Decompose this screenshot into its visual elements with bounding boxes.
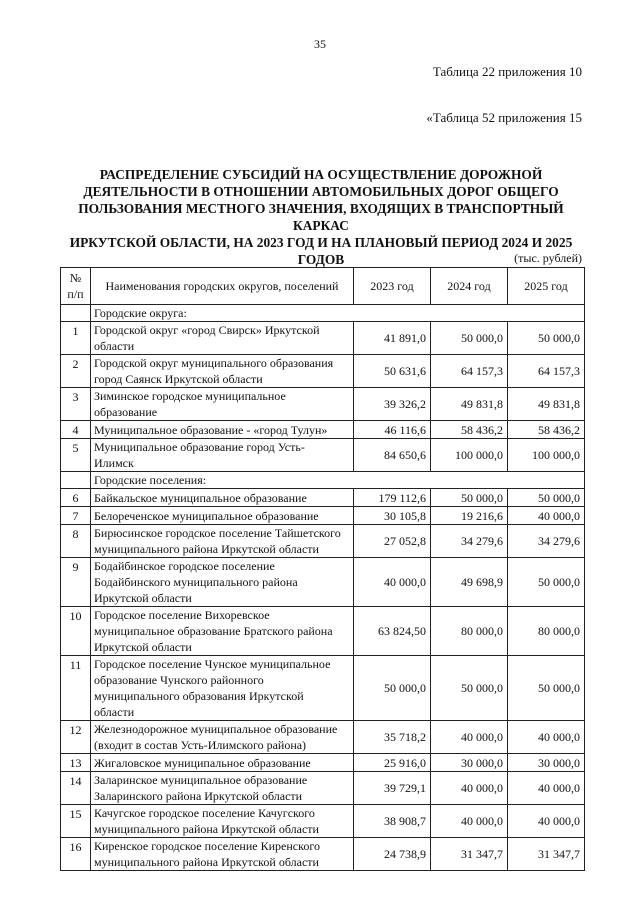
header-name: Наименования городских округов, поселений bbox=[91, 268, 354, 305]
row-number: 11 bbox=[61, 656, 91, 721]
header-2024: 2024 год bbox=[431, 268, 508, 305]
value-2025: 50 000,0 bbox=[508, 322, 585, 355]
table-row bbox=[61, 439, 585, 472]
value-2023: 50 631,6 bbox=[354, 355, 431, 388]
value-2024: 34 279,6 bbox=[431, 525, 508, 558]
value-2023: 63 824,50 bbox=[354, 607, 431, 656]
row-name-line: Иркутской области bbox=[94, 640, 192, 654]
table-row bbox=[61, 507, 585, 525]
table-row bbox=[61, 721, 585, 754]
value-2024: 49 698,9 bbox=[431, 558, 508, 607]
table-row bbox=[61, 355, 585, 388]
value-2024: 58 436,2 bbox=[431, 421, 508, 439]
row-name-line: муниципального района Иркутской области bbox=[94, 855, 319, 869]
table-group-row bbox=[61, 472, 585, 489]
table-body bbox=[61, 305, 585, 871]
value-2025: 50 000,0 bbox=[508, 558, 585, 607]
row-number: 6 bbox=[61, 489, 91, 507]
row-name-line: муниципальное образование Братского района bbox=[94, 624, 333, 638]
row-name-line: город Саянск Иркутской области bbox=[94, 372, 263, 386]
row-name bbox=[91, 607, 354, 656]
value-2023: 84 650,6 bbox=[354, 439, 431, 472]
row-number: 14 bbox=[61, 772, 91, 805]
title-line: ИРКУТСКОЙ ОБЛАСТИ, НА 2023 ГОД И НА ПЛАНОВЫЙ ПЕРИОД 2024 И 2025 ГОДОВ bbox=[69, 235, 573, 267]
value-2024: 50 000,0 bbox=[431, 322, 508, 355]
row-name bbox=[91, 838, 354, 871]
table-row bbox=[61, 656, 585, 721]
row-number: 8 bbox=[61, 525, 91, 558]
row-name-line: Илимск bbox=[94, 456, 134, 470]
value-2025: 30 000,0 bbox=[508, 754, 585, 772]
table-reference-52: «Таблица 52 приложения 15 bbox=[426, 110, 582, 125]
row-number: 15 bbox=[61, 805, 91, 838]
row-number: 1 bbox=[61, 322, 91, 355]
table-row bbox=[61, 525, 585, 558]
table-row bbox=[61, 421, 585, 439]
value-2023: 24 738,9 bbox=[354, 838, 431, 871]
row-name-line: Жигаловское муниципальное образование bbox=[94, 755, 311, 770]
value-2024: 40 000,0 bbox=[431, 772, 508, 805]
value-2024: 19 216,6 bbox=[431, 507, 508, 525]
value-2025: 40 000,0 bbox=[508, 721, 585, 754]
value-2024: 40 000,0 bbox=[431, 805, 508, 838]
row-name-line: Заларинского района Иркутской области bbox=[94, 789, 303, 803]
value-2023: 25 916,0 bbox=[354, 754, 431, 772]
row-name-line: муниципального района Иркутской области bbox=[94, 542, 319, 556]
group-num-cell bbox=[61, 305, 91, 322]
value-2023: 30 105,8 bbox=[354, 507, 431, 525]
row-name bbox=[91, 489, 354, 507]
row-name bbox=[91, 439, 354, 472]
table-row bbox=[61, 322, 585, 355]
value-2025: 64 157,3 bbox=[508, 355, 585, 388]
row-name-line: Городской округ муниципального образования bbox=[94, 356, 334, 370]
row-name-line: Городское поселение Чунское муниципальное bbox=[94, 657, 331, 671]
row-name-line: Бодайбинского муниципального района bbox=[94, 575, 298, 589]
row-name bbox=[91, 507, 354, 525]
row-name-line: Бирюсинское городское поселение Тайшетского bbox=[94, 526, 341, 540]
row-number: 9 bbox=[61, 558, 91, 607]
row-name-line: муниципального образования Иркутской bbox=[94, 689, 304, 703]
table-row bbox=[61, 805, 585, 838]
value-2024: 31 347,7 bbox=[431, 838, 508, 871]
value-2025: 58 436,2 bbox=[508, 421, 585, 439]
header-num-line: № bbox=[69, 271, 82, 285]
row-name-line: Муниципальное образование - «город Тулун» bbox=[94, 422, 328, 437]
row-number: 3 bbox=[61, 388, 91, 421]
value-2025: 80 000,0 bbox=[508, 607, 585, 656]
subsidy-table bbox=[60, 267, 585, 871]
value-2023: 38 908,7 bbox=[354, 805, 431, 838]
row-name-line: (входит в состав Усть-Илимского района) bbox=[94, 738, 307, 752]
row-name bbox=[91, 525, 354, 558]
value-2024: 80 000,0 bbox=[431, 607, 508, 656]
row-name-line: Качугское городское поселение Качугского bbox=[94, 806, 315, 820]
value-2025: 40 000,0 bbox=[508, 507, 585, 525]
value-2025: 40 000,0 bbox=[508, 805, 585, 838]
table-row bbox=[61, 489, 585, 507]
value-2024: 49 831,8 bbox=[431, 388, 508, 421]
row-name-line: Городской округ «город Свирск» Иркутской bbox=[94, 323, 320, 337]
row-number: 16 bbox=[61, 838, 91, 871]
document-title bbox=[60, 166, 582, 268]
header-num bbox=[61, 268, 91, 305]
value-2024: 100 000,0 bbox=[431, 439, 508, 472]
row-number: 5 bbox=[61, 439, 91, 472]
value-2023: 41 891,0 bbox=[354, 322, 431, 355]
value-2023: 35 718,2 bbox=[354, 721, 431, 754]
row-name-line: Зиминское городское муниципальное bbox=[94, 389, 286, 403]
group-label: Городские округа: bbox=[91, 305, 585, 322]
row-name-line: Муниципальное образование город Усть- bbox=[94, 440, 305, 454]
title-line: ДЕЯТЕЛЬНОСТИ В ОТНОШЕНИИ АВТОМОБИЛЬНЫХ ДОРОГ ОБЩЕГО bbox=[83, 184, 559, 199]
row-name-line: образование Чунского районного bbox=[94, 673, 264, 687]
row-name-line: Заларинское муниципальное образование bbox=[94, 773, 308, 787]
header-num-line: п/п bbox=[67, 287, 84, 301]
row-number: 10 bbox=[61, 607, 91, 656]
row-name-line: Киренское городское поселение Киренского bbox=[94, 839, 320, 853]
row-name-line: Городское поселение Вихоревское bbox=[94, 608, 270, 622]
table-row bbox=[61, 388, 585, 421]
row-name-line: области bbox=[94, 705, 135, 719]
row-name-line: области bbox=[94, 339, 135, 353]
row-name bbox=[91, 656, 354, 721]
row-number: 4 bbox=[61, 421, 91, 439]
value-2023: 40 000,0 bbox=[354, 558, 431, 607]
value-2024: 30 000,0 bbox=[431, 754, 508, 772]
table-row bbox=[61, 772, 585, 805]
value-2025: 31 347,7 bbox=[508, 838, 585, 871]
value-2023: 50 000,0 bbox=[354, 656, 431, 721]
value-2023: 27 052,8 bbox=[354, 525, 431, 558]
page-number: 35 bbox=[314, 37, 326, 51]
value-2025: 50 000,0 bbox=[508, 489, 585, 507]
table-row bbox=[61, 838, 585, 871]
table-row bbox=[61, 607, 585, 656]
value-2025: 34 279,6 bbox=[508, 525, 585, 558]
value-2025: 49 831,8 bbox=[508, 388, 585, 421]
row-name bbox=[91, 355, 354, 388]
value-2025: 50 000,0 bbox=[508, 656, 585, 721]
row-number: 12 bbox=[61, 721, 91, 754]
row-name bbox=[91, 388, 354, 421]
header-2023: 2023 год bbox=[354, 268, 431, 305]
row-name bbox=[91, 772, 354, 805]
value-2025: 40 000,0 bbox=[508, 772, 585, 805]
table-header-row bbox=[61, 268, 585, 305]
unit-label: (тыс. рублей) bbox=[514, 251, 582, 265]
value-2024: 50 000,0 bbox=[431, 489, 508, 507]
value-2023: 46 116,6 bbox=[354, 421, 431, 439]
row-name bbox=[91, 754, 354, 772]
table-row bbox=[61, 754, 585, 772]
row-number: 2 bbox=[61, 355, 91, 388]
value-2025: 100 000,0 bbox=[508, 439, 585, 472]
table-group-row bbox=[61, 305, 585, 322]
row-name bbox=[91, 558, 354, 607]
row-name bbox=[91, 805, 354, 838]
row-name-line: образование bbox=[94, 405, 158, 419]
group-num-cell bbox=[61, 472, 91, 489]
row-name-line: Байкальское муниципальное образование bbox=[94, 490, 307, 505]
value-2023: 39 729,1 bbox=[354, 772, 431, 805]
group-label: Городские поселения: bbox=[91, 472, 585, 489]
row-name bbox=[91, 721, 354, 754]
title-line: РАСПРЕДЕЛЕНИЕ СУБСИДИЙ НА ОСУЩЕСТВЛЕНИЕ ДОРОЖНОЙ bbox=[99, 167, 543, 182]
row-name bbox=[91, 322, 354, 355]
row-name bbox=[91, 421, 354, 439]
row-name-line: Иркутской области bbox=[94, 591, 192, 605]
row-name-line: Бодайбинское городское поселение bbox=[94, 559, 275, 573]
value-2023: 39 326,2 bbox=[354, 388, 431, 421]
value-2024: 50 000,0 bbox=[431, 656, 508, 721]
header-2025: 2025 год bbox=[508, 268, 585, 305]
value-2024: 64 157,3 bbox=[431, 355, 508, 388]
value-2024: 40 000,0 bbox=[431, 721, 508, 754]
table-reference-22: Таблица 22 приложения 10 bbox=[432, 64, 582, 79]
row-number: 7 bbox=[61, 507, 91, 525]
row-name-line: Белореченское муниципальное образование bbox=[94, 508, 319, 523]
title-line: ПОЛЬЗОВАНИЯ МЕСТНОГО ЗНАЧЕНИЯ, ВХОДЯЩИХ В ТРАНСПОРТНЫЙ КАРКАС bbox=[78, 201, 564, 233]
row-number: 13 bbox=[61, 754, 91, 772]
row-name-line: Железнодорожное муниципальное образование bbox=[94, 722, 338, 736]
row-name-line: муниципального района Иркутской области bbox=[94, 822, 319, 836]
table-row bbox=[61, 558, 585, 607]
value-2023: 179 112,6 bbox=[354, 489, 431, 507]
